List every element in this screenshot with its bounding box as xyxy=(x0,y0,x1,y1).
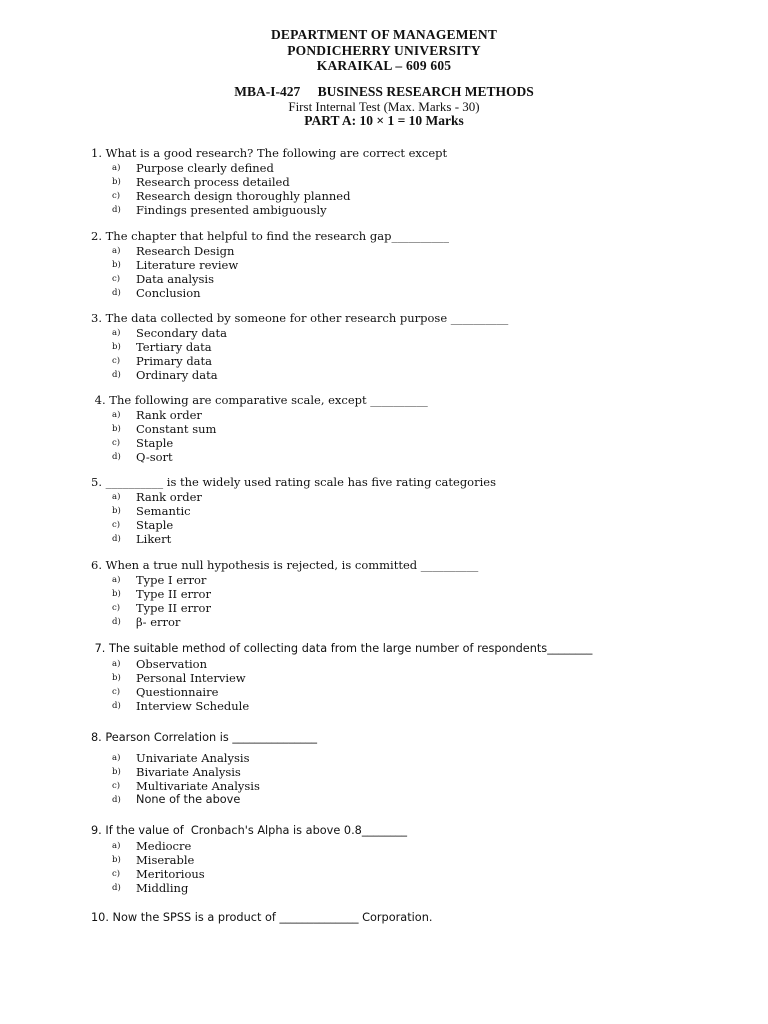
question-text: 9. If the value of Cronbach's Alpha is above 0.8________ xyxy=(91,824,408,837)
option-a xyxy=(91,326,711,340)
option-list xyxy=(91,161,711,217)
option-a xyxy=(91,408,711,422)
option-text: Literature review xyxy=(136,258,239,273)
option-letter: c) xyxy=(112,869,121,880)
option-list xyxy=(91,657,711,713)
option-letter: a) xyxy=(112,659,121,669)
test-info: First Internal Test (Max. Marks - 30) xyxy=(288,99,480,114)
option-letter: b) xyxy=(112,177,121,188)
option-letter: d) xyxy=(112,883,121,894)
option-c xyxy=(91,867,711,881)
option-letter: d) xyxy=(112,617,121,628)
option-list xyxy=(91,839,711,895)
option-letter: d) xyxy=(112,452,121,463)
option-c xyxy=(91,272,711,286)
option-letter: c) xyxy=(112,781,121,792)
option-a xyxy=(91,657,711,671)
question-1 xyxy=(91,146,711,217)
option-b xyxy=(91,175,711,189)
option-letter: d) xyxy=(112,288,121,299)
option-letter: a) xyxy=(112,753,121,763)
option-text: Findings presented ambiguously xyxy=(136,203,327,218)
option-letter: a) xyxy=(112,575,121,585)
part-heading: PART A: 10 × 1 = 10 Marks xyxy=(304,113,464,128)
option-text: Semantic xyxy=(136,504,191,519)
option-list xyxy=(91,244,711,300)
option-text: Multivariate Analysis xyxy=(136,779,260,794)
department-name: DEPARTMENT OF MANAGEMENT xyxy=(270,27,498,42)
course-line xyxy=(0,84,768,100)
option-a xyxy=(91,751,711,765)
option-text: None of the above xyxy=(136,793,241,807)
option-a xyxy=(91,161,711,175)
option-b xyxy=(91,340,711,354)
option-list xyxy=(91,326,711,382)
option-a xyxy=(91,490,711,504)
option-d xyxy=(91,532,711,546)
option-text: Conclusion xyxy=(136,286,201,301)
option-c xyxy=(91,436,711,450)
option-letter: c) xyxy=(112,191,121,202)
option-text: Constant sum xyxy=(136,422,217,437)
question-7 xyxy=(91,642,711,713)
question-6 xyxy=(91,558,711,629)
option-d xyxy=(91,368,711,382)
question-3 xyxy=(91,311,711,382)
option-letter: a) xyxy=(112,410,121,420)
option-letter: c) xyxy=(112,603,121,614)
option-b xyxy=(91,765,711,779)
option-b xyxy=(91,504,711,518)
option-letter: c) xyxy=(112,520,121,531)
option-text: Interview Schedule xyxy=(136,699,250,714)
option-d xyxy=(91,793,711,807)
option-text: Type II error xyxy=(136,587,211,602)
option-letter: b) xyxy=(112,506,121,517)
option-text: Tertiary data xyxy=(136,340,212,355)
option-text: Personal Interview xyxy=(136,671,246,686)
option-text: Questionnaire xyxy=(136,685,219,700)
option-text: Type II error xyxy=(136,601,211,616)
exam-header xyxy=(0,27,768,74)
option-text: Staple xyxy=(136,436,174,451)
university-name: PONDICHERRY UNIVERSITY xyxy=(287,42,481,58)
campus-location: KARAIKAL – 609 605 xyxy=(316,58,452,73)
option-c xyxy=(91,354,711,368)
option-b xyxy=(91,671,711,685)
question-text: 2. The chapter that helpful to find the research gap__________ xyxy=(91,229,449,243)
option-d xyxy=(91,699,711,713)
option-text: Data analysis xyxy=(136,272,214,287)
option-text: Research process detailed xyxy=(136,175,290,190)
option-d xyxy=(91,615,711,629)
question-4 xyxy=(91,393,711,464)
option-letter: b) xyxy=(112,767,121,778)
option-b xyxy=(91,258,711,272)
option-letter: a) xyxy=(112,163,121,173)
option-letter: c) xyxy=(112,687,121,698)
option-letter: b) xyxy=(112,424,121,435)
option-letter: d) xyxy=(112,701,121,712)
option-letter: b) xyxy=(112,260,121,271)
option-text: Likert xyxy=(136,532,172,547)
option-letter: d) xyxy=(112,370,121,381)
option-text: Observation xyxy=(136,657,207,671)
option-c xyxy=(91,189,711,203)
question-8 xyxy=(91,731,711,807)
option-letter: a) xyxy=(112,328,121,338)
option-b xyxy=(91,853,711,867)
option-text: Secondary data xyxy=(136,326,228,340)
option-letter: a) xyxy=(112,246,121,256)
option-text: Type I error xyxy=(136,573,207,587)
option-a xyxy=(91,839,711,853)
question-text: 8. Pearson Correlation is _______________ xyxy=(91,731,318,744)
question-text: 6. When a true null hypothesis is rejected, is committed __________ xyxy=(91,558,479,572)
option-letter: c) xyxy=(112,356,121,367)
question-text: 4. The following are comparative scale, except __________ xyxy=(91,393,428,407)
option-letter: b) xyxy=(112,589,121,600)
option-letter: a) xyxy=(112,841,121,851)
option-c xyxy=(91,685,711,699)
course-code: MBA-I-427 xyxy=(234,84,301,99)
question-text: 10. Now the SPSS is a product of ______________ Corporation. xyxy=(91,911,433,924)
option-letter: d) xyxy=(112,795,121,806)
course-title: BUSINESS RESEARCH METHODS xyxy=(317,84,534,99)
option-text: Primary data xyxy=(136,354,213,369)
question-5 xyxy=(91,475,711,546)
question-text: 1. What is a good research? The following are correct except xyxy=(91,146,448,160)
option-list xyxy=(91,408,711,464)
question-10 xyxy=(91,911,711,925)
option-c xyxy=(91,518,711,532)
option-letter: d) xyxy=(112,534,121,545)
option-text: Miserable xyxy=(136,853,195,868)
question-text: 7. The suitable method of collecting data from the large number of respondents________ xyxy=(91,642,593,655)
option-text: Univariate Analysis xyxy=(136,751,250,765)
option-text: Rank order xyxy=(136,490,202,504)
option-text: Research Design xyxy=(136,244,235,258)
option-letter: b) xyxy=(112,855,121,866)
option-list xyxy=(91,751,711,807)
question-text: 3. The data collected by someone for other research purpose __________ xyxy=(91,311,509,325)
option-text: Bivariate Analysis xyxy=(136,765,241,780)
option-text: β- error xyxy=(136,615,181,630)
option-text: Middling xyxy=(136,881,189,896)
option-letter: a) xyxy=(112,492,121,502)
option-list xyxy=(91,490,711,546)
option-text: Mediocre xyxy=(136,839,192,853)
option-d xyxy=(91,450,711,464)
option-letter: b) xyxy=(112,673,121,684)
option-text: Research design thoroughly planned xyxy=(136,189,351,204)
option-d xyxy=(91,203,711,217)
option-a xyxy=(91,244,711,258)
option-c xyxy=(91,779,711,793)
option-letter: c) xyxy=(112,438,121,449)
option-c xyxy=(91,601,711,615)
option-letter: b) xyxy=(112,342,121,353)
option-letter: c) xyxy=(112,274,121,285)
option-b xyxy=(91,422,711,436)
option-letter: d) xyxy=(112,205,121,216)
option-text: Ordinary data xyxy=(136,368,218,383)
option-b xyxy=(91,587,711,601)
option-text: Staple xyxy=(136,518,174,533)
option-d xyxy=(91,286,711,300)
option-list xyxy=(91,573,711,629)
option-text: Q-sort xyxy=(136,450,173,465)
question-9 xyxy=(91,824,711,895)
option-text: Rank order xyxy=(136,408,202,422)
option-d xyxy=(91,881,711,895)
question-text: 5. __________ is the widely used rating scale has five rating categories xyxy=(91,475,496,489)
question-2 xyxy=(91,229,711,300)
option-text: Meritorious xyxy=(136,867,205,882)
option-text: Purpose clearly defined xyxy=(136,161,274,175)
option-a xyxy=(91,573,711,587)
